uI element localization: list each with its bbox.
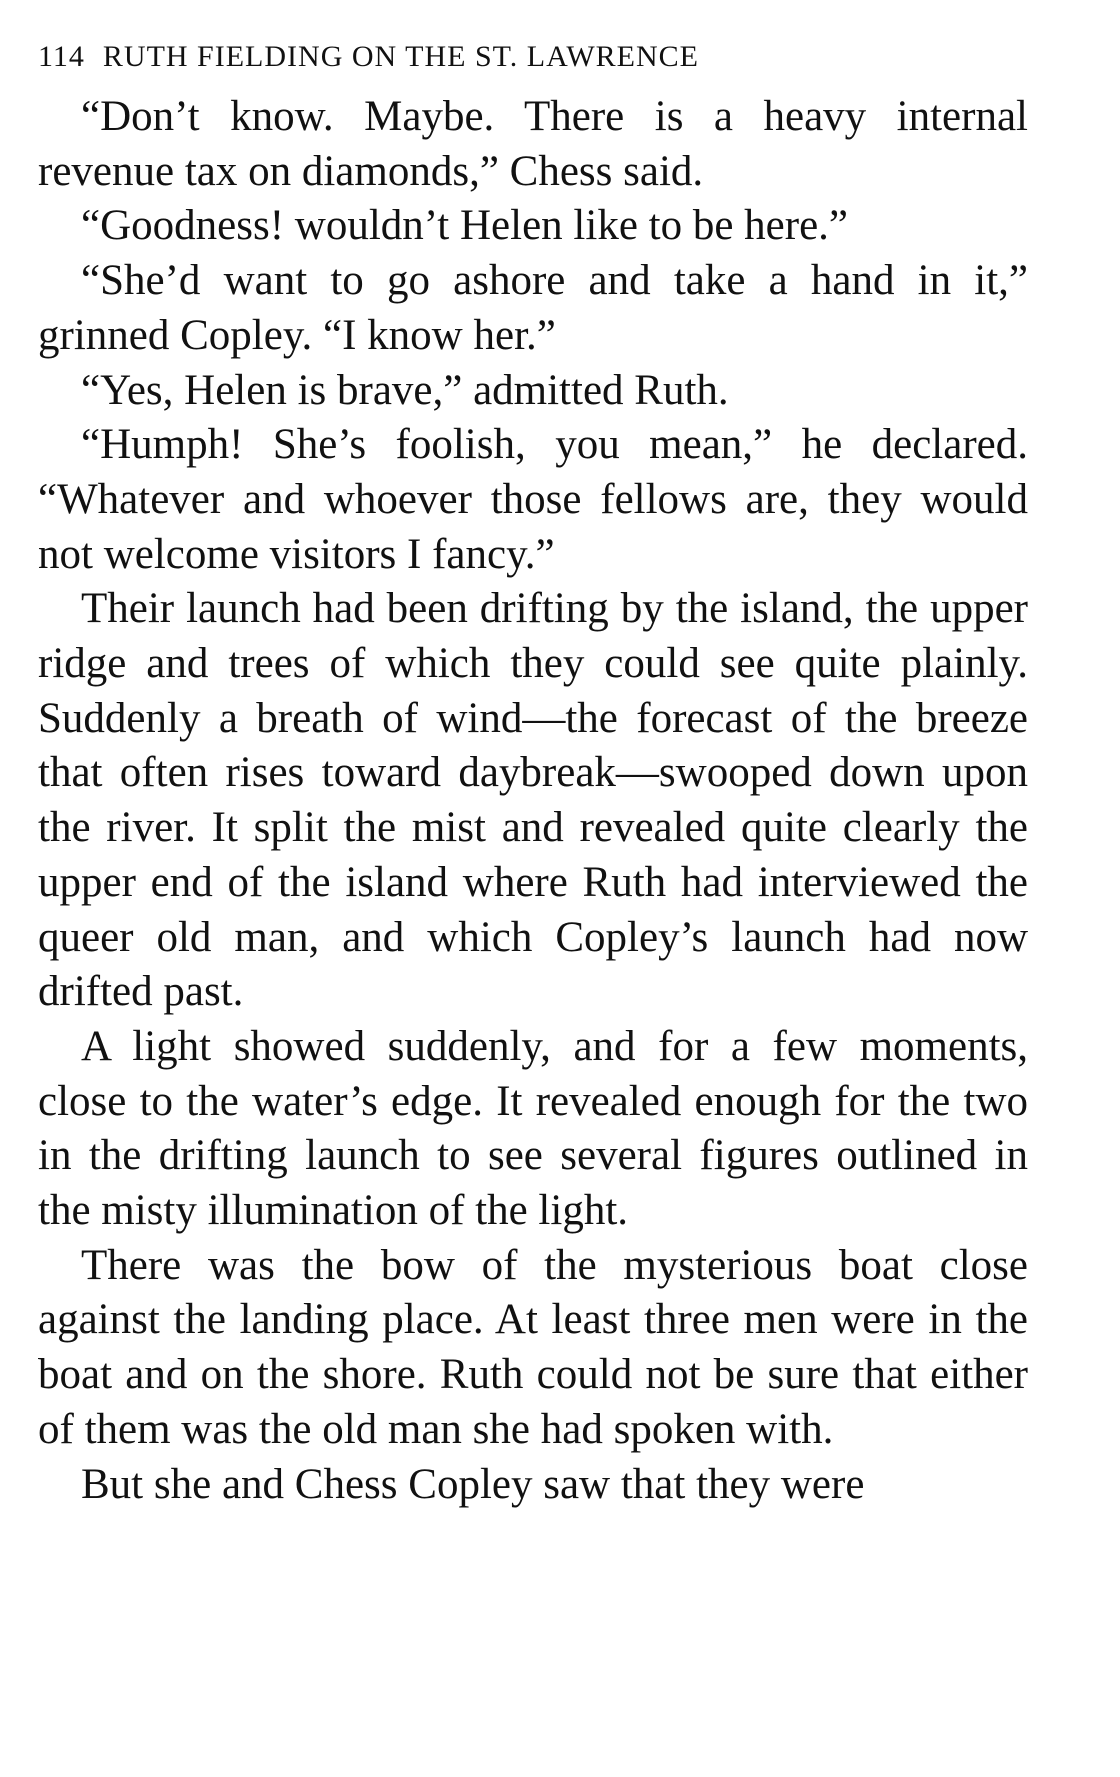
paragraph: “Humph! She’s foolish, you mean,” he declared. “Whatever and whoever those fellows are, they would not welcome visitors I fancy.” [38, 421, 1028, 578]
book-page [38, 40, 1028, 1512]
paragraph: But she and Chess Copley saw that they were [81, 1460, 865, 1508]
paragraph: “Don’t know. Maybe. There is a heavy internal revenue tax on diamonds,” Chess said. [38, 93, 1028, 195]
paragraph: A light showed suddenly, and for a few moments, close to the water’s edge. It revealed enough for the two in the drifting launch to see several figures outlined in the misty illumination of the light. [38, 1022, 1028, 1235]
body-text [38, 90, 1028, 1512]
paragraph: There was the bow of the mysterious boat close against the landing place. At least three men were in the boat and on the shore. Ruth could not be sure that either of them was the old man she had spoken with. [38, 1241, 1028, 1453]
paragraph: “She’d want to go ashore and take a hand in it,” grinned Copley. “I know her.” [38, 257, 1028, 359]
page-number: 114 [38, 40, 85, 73]
paragraph: “Yes, Helen is brave,” admitted Ruth. [81, 366, 729, 414]
running-title: RUTH FIELDING ON THE ST. LAWRENCE [102, 40, 699, 73]
paragraph: Their launch had been drifting by the island, the upper ridge and trees of which they could see quite plainly. Suddenly a breath of wind—the forecast of the breeze that often rises toward daybreak—swooped down upon the river. It split the mist and revealed quite clearly the upper end of the island where Ruth had interviewed the queer old man, and which Copley’s launch had now drifted past. [38, 585, 1028, 1016]
running-header [38, 40, 1028, 74]
paragraph: “Goodness! wouldn’t Helen like to be here.” [81, 202, 849, 250]
